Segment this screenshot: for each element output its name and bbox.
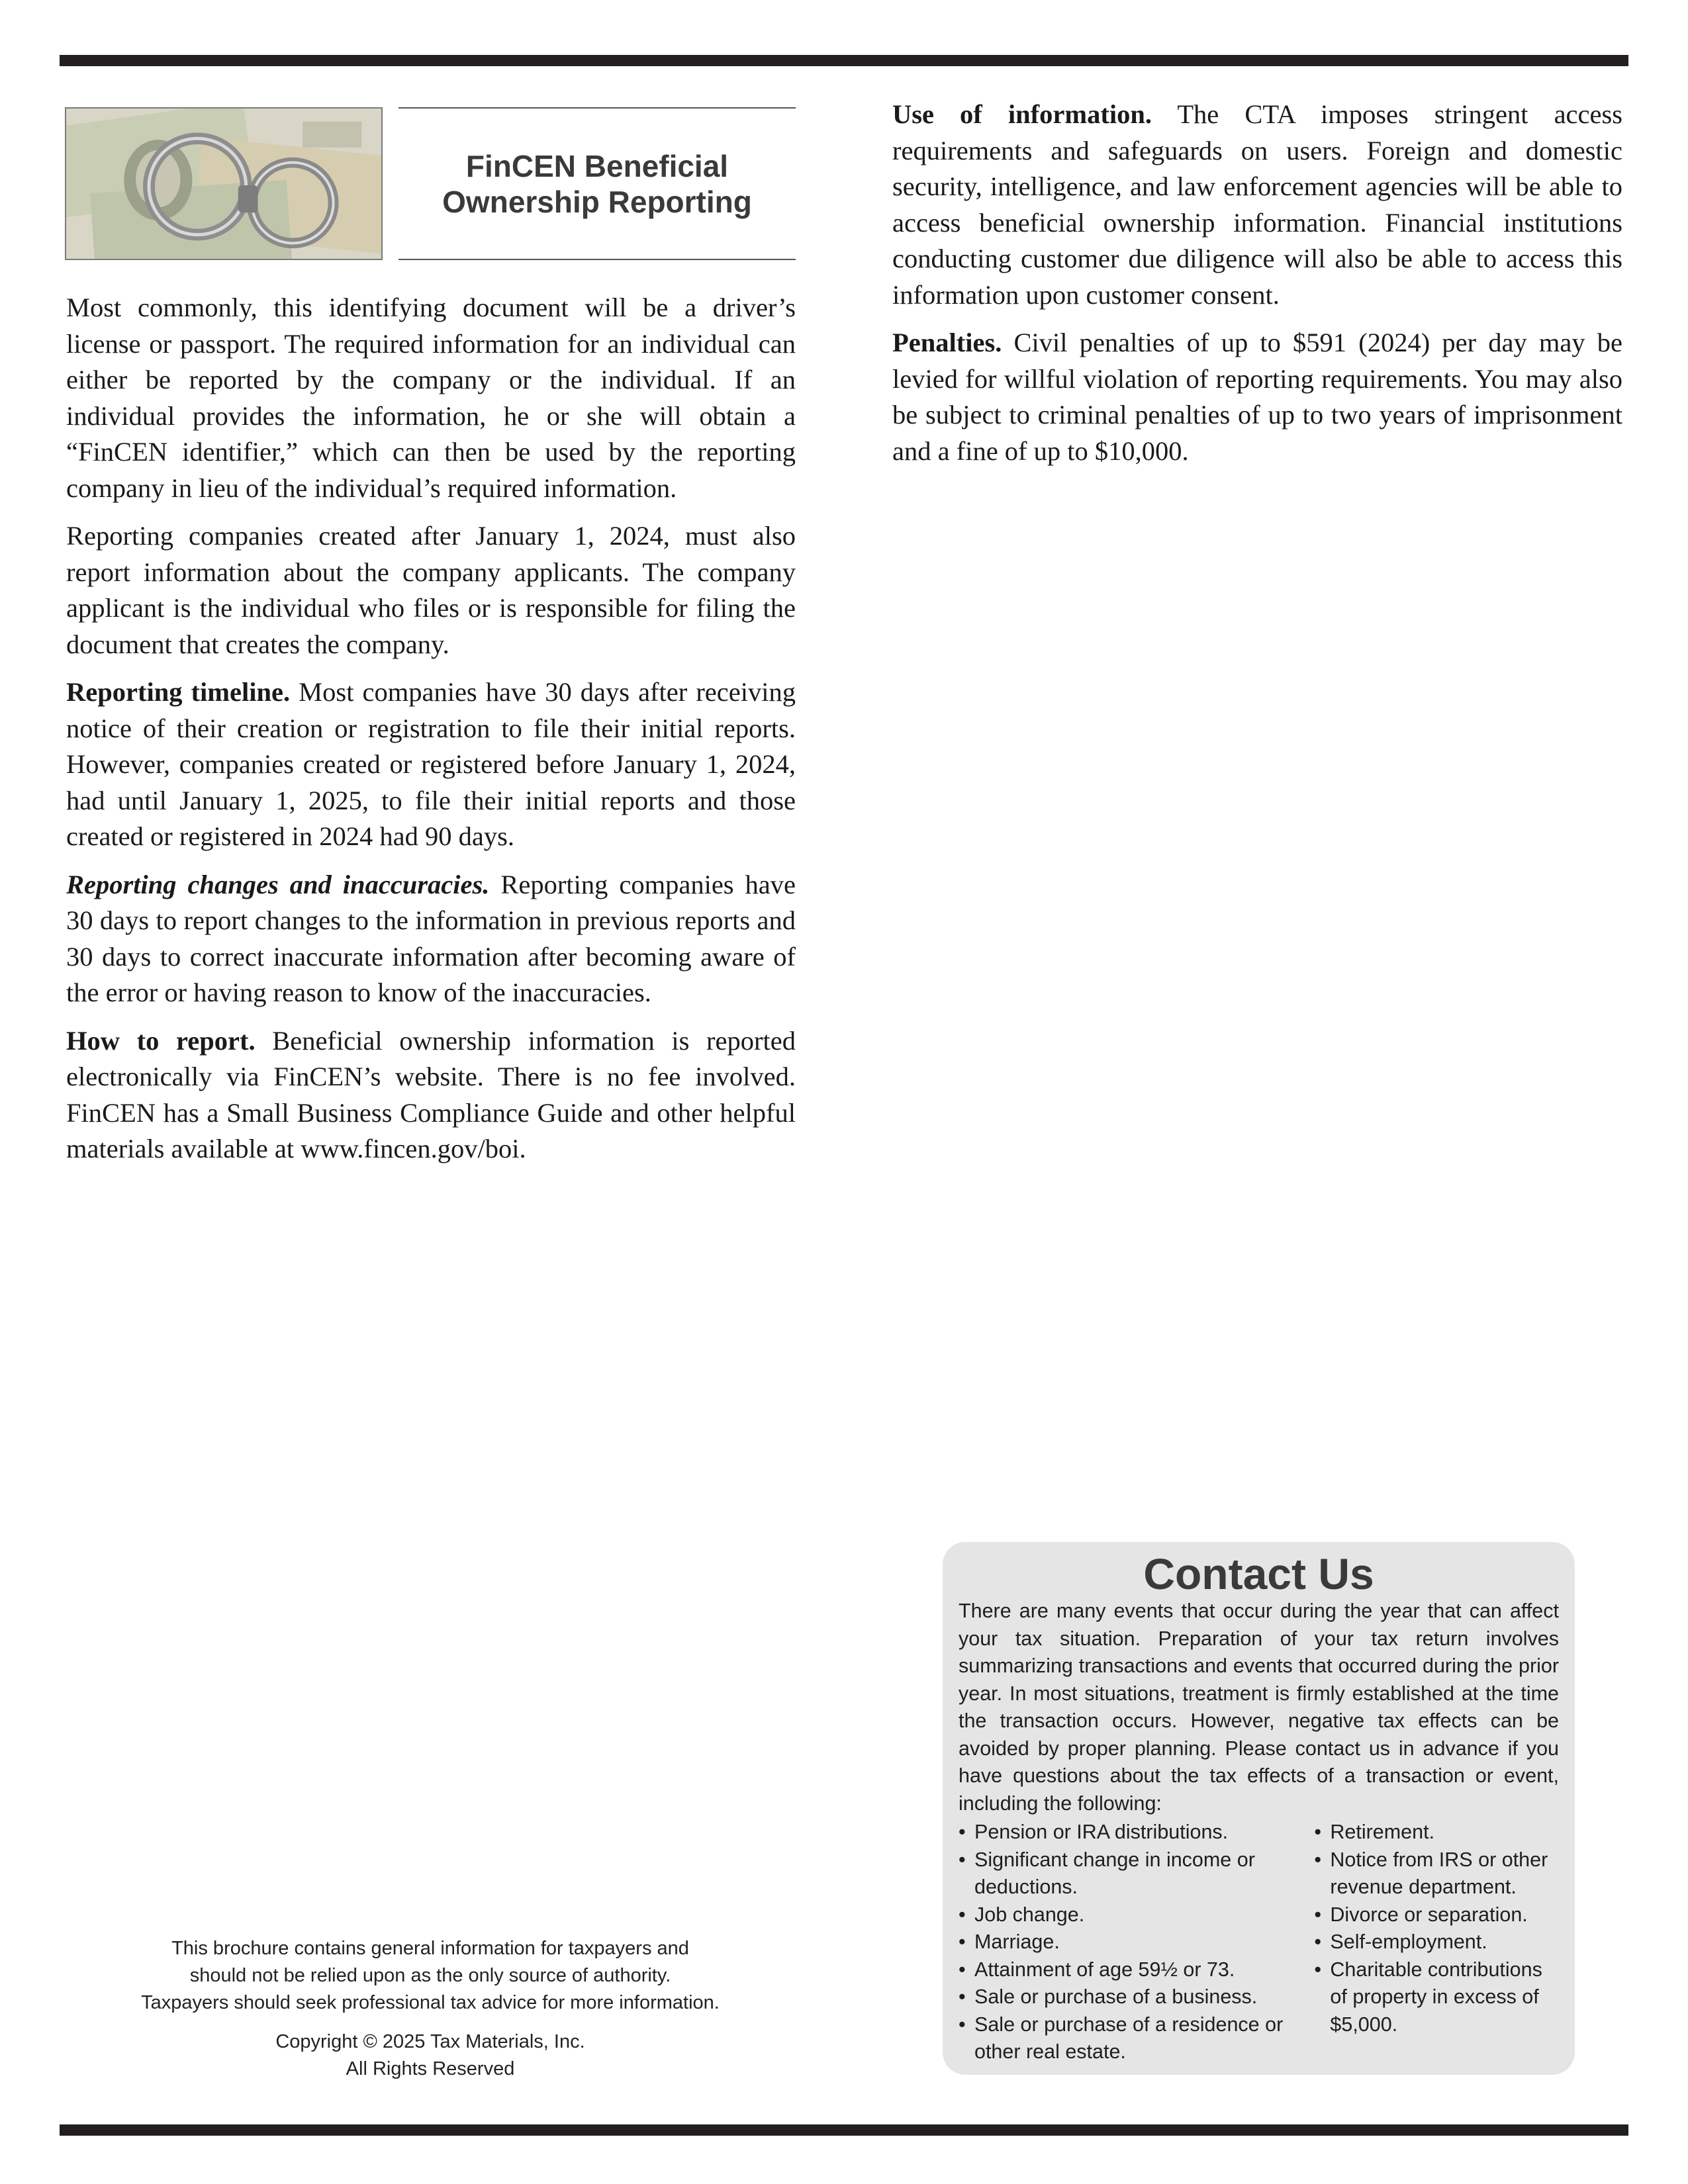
disclaimer [99,1935,761,2083]
handcuffs-money-image [65,107,383,260]
top-rule [60,55,1628,66]
paragraph-penalties [892,325,1622,469]
list-item: • Significant change in income or deductions. [959,1846,1314,1901]
text-reporting-changes: Reporting companies have 30 days to report changes to the information in previous reports and 30 days to correct inaccurate information after becoming aware of the error or having reason to know of the inaccuracies. [66,869,796,1007]
rights-line: All Rights Reserved [346,2058,515,2079]
heading-how-to-report: How to report. [66,1025,256,1056]
brochure-title: FinCEN Beneficial Ownership Reporting [442,148,752,219]
list-item: • Notice from IRS or other revenue department. [1314,1846,1559,1901]
paragraph-reporting-timeline [66,674,796,855]
paragraph-use-of-information [892,97,1622,313]
bottom-rule [60,2124,1628,2136]
list-item: • Divorce or separation. [1314,1901,1559,1929]
copyright-line: Copyright © 2025 Tax Materials, Inc. [275,2031,585,2052]
paragraph-reporting-changes [66,867,796,1011]
text-how-to-report: Beneficial ownership information is reported electronically via FinCEN’s website. There is no fee involved. FinCEN has a Small Business Compliance Guide and other helpful materials available at www.fincen.gov/boi. [66,1025,796,1163]
disclaimer-line: should not be relied upon as the only source of authority. [189,1965,671,1986]
paragraph-company-applicants: Reporting companies created after January 1, 2024, must also report information about the company applicants. The company applicant is the individual who files or is responsible for filing the document that creates the company. [66,521,796,659]
list-item: • Attainment of age 59½ or 73. [959,1956,1314,1984]
contact-intro: There are many events that occur during the year that can affect your tax situation. Preparation of your tax return involves summarizing transactions and events that occurred during the prior year. In most situations, treatment is firmly established at the time the transaction occurs. However, negative tax effects can be avoided by proper planning. Please contact us in advance if you have questions about the tax effects of a transaction or event, including the following: [959,1600,1559,1815]
list-item: • Marriage. [959,1929,1314,1956]
left-column [66,290,796,1179]
contact-us-box [943,1542,1575,2075]
text-reporting-timeline: Most companies have 30 days after receiving notice of their creation or registration to file their initial reports. However, companies created or registered before January 1, 2024, had until January 1, 2025, to file their initial reports and those created or registered in 2024 had 90 days. [66,677,796,851]
text-penalties: Civil penalties of up to $591 (2024) per day may be levied for willful violation of reporting requirements. You may also be subject to criminal penalties of up to two years of imprisonment and a fine of up to $10,000. [892,328,1622,466]
list-item: • Sale or purchase of a residence or other real estate. [959,2011,1314,2066]
paragraph-identifying-document: Most commonly, this identifying document will be a driver’s license or passport. The required information for an individual can either be reported by the company or the individual. If an individual provides the information, he or she will obtain a “FinCEN identifier,” which can then be used by the reporting company in lieu of the individual’s required information. [66,293,796,503]
heading-penalties: Penalties. [892,328,1002,357]
list-item: • Job change. [959,1901,1314,1929]
disclaimer-line: Taxpayers should seek professional tax advice for more information. [141,1992,720,2013]
text-use-of-information: The CTA imposes stringent access requirements and safeguards on users. Foreign and domestic security, intelligence, and law enforcement agencies will be able to access beneficial ownership information. Financial institutions conducting customer due diligence will also be able to access this information upon customer consent. [892,99,1622,310]
list-item: • Charitable contributions of property in excess of $5,000. [1314,1956,1559,2039]
list-item: • Pension or IRA distributions. [959,1819,1314,1846]
list-item: • Retirement. [1314,1819,1559,1846]
list-item: • Self-employment. [1314,1929,1559,1956]
event-list-left [959,1819,1314,2066]
heading-use-of-information: Use of information. [892,99,1152,129]
heading-reporting-changes: Reporting changes and inaccuracies. [66,869,490,899]
paragraph-how-to-report [66,1023,796,1167]
contact-heading: Contact Us [1143,1549,1374,1598]
disclaimer-line: This brochure contains general information for taxpayers and [171,1938,689,1959]
brochure-title-box [399,107,796,260]
list-item: • Sale or purchase of a business. [959,1983,1314,2011]
contact-event-lists [959,1819,1559,2066]
event-list-right [1314,1819,1559,2066]
right-column [892,97,1622,481]
heading-reporting-timeline: Reporting timeline. [66,677,291,707]
